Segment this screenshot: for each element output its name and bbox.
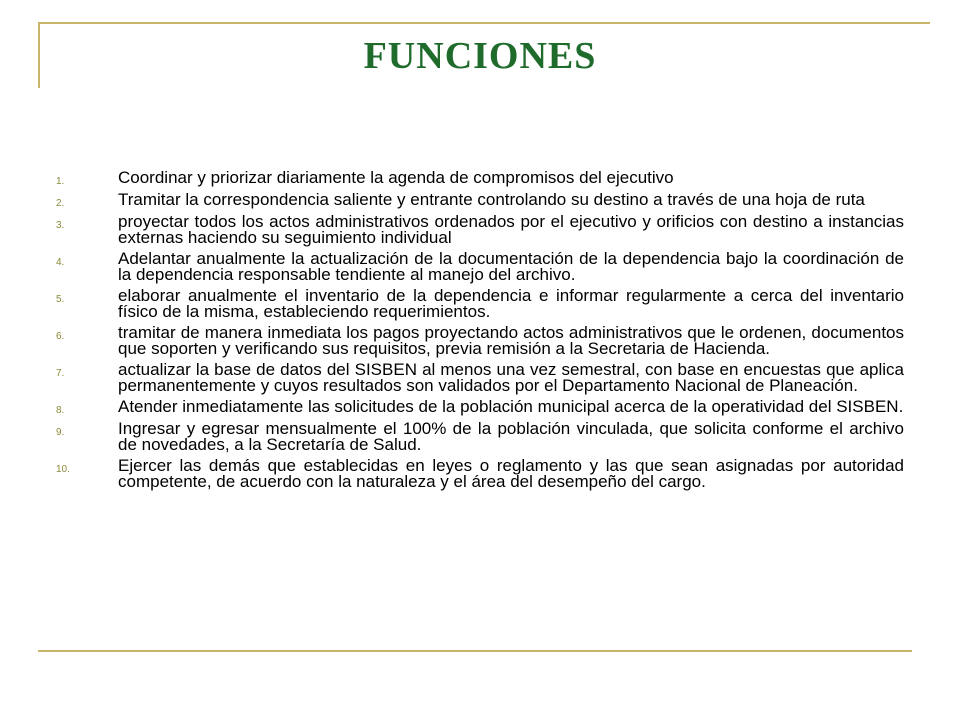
functions-list (56, 170, 904, 495)
list-item (56, 288, 904, 320)
list-item-number: 9. (56, 427, 65, 438)
list-item (56, 325, 904, 357)
list-item (56, 251, 904, 283)
list-item-number: 6. (56, 331, 65, 342)
list-item-text: Ingresar y egresar mensualmente el 100% de la población vinculada, que solicita conforme el archivo de novedades, a la Secretaría de Salud. (118, 419, 904, 454)
list-item-text: Tramitar la correspondencia saliente y entrante controlando su destino a través de una hoja de ruta (118, 190, 865, 209)
frame-top-line (40, 22, 930, 24)
list-item-number: 3. (56, 220, 65, 231)
list-item (56, 399, 904, 416)
list-item (56, 362, 904, 394)
list-item (56, 170, 904, 187)
list-item-text: tramitar de manera inmediata los pagos proyectando actos administrativos que le ordenen, documentos que soporten y verificando sus requisitos, previa remisión a la Secretaria de Hacienda. (118, 323, 904, 358)
list-item-text: Adelantar anualmente la actualización de la documentación de la dependencia bajo la coordinación de la dependencia responsable tendiente al manejo del archivo. (118, 249, 904, 284)
list-item-number: 8. (56, 405, 65, 416)
list-item-number: 7. (56, 368, 65, 379)
list-item (56, 192, 904, 209)
list-item-text: proyectar todos los actos administrativos ordenados por el ejecutivo y orificios con destino a instancias externas haciendo su seguimiento individual (118, 212, 904, 247)
list-item-text: actualizar la base de datos del SISBEN al menos una vez semestral, con base en encuestas que aplica permanentemente y cuyos resultados son validados por el Departamento Nacional de Planeación. (118, 360, 904, 395)
list-item-number: 4. (56, 257, 65, 268)
list-item (56, 421, 904, 453)
frame-bottom-line (38, 650, 912, 652)
list-item (56, 214, 904, 246)
list-item (56, 458, 904, 490)
list-item-text: Atender inmediatamente las solicitudes de la población municipal acerca de la operatividad del SISBEN. (118, 397, 904, 416)
list-item-number: 5. (56, 294, 65, 305)
slide-title: FUNCIONES (363, 35, 597, 77)
list-item-text: elaborar anualmente el inventario de la dependencia e informar regularmente a cerca del inventario físico de la misma, estableciendo requerimientos. (118, 286, 904, 321)
list-item-number: 2. (56, 198, 65, 209)
list-item-number: 1. (56, 176, 65, 187)
list-item-text: Coordinar y priorizar diariamente la agenda de compromisos del ejecutivo (118, 168, 674, 187)
list-item-number: 10. (56, 464, 70, 475)
list-item-text: Ejercer las demás que establecidas en leyes o reglamento y las que sean asignadas por autoridad competente, de acuerdo con la naturaleza y el área del desempeño del cargo. (118, 456, 904, 491)
